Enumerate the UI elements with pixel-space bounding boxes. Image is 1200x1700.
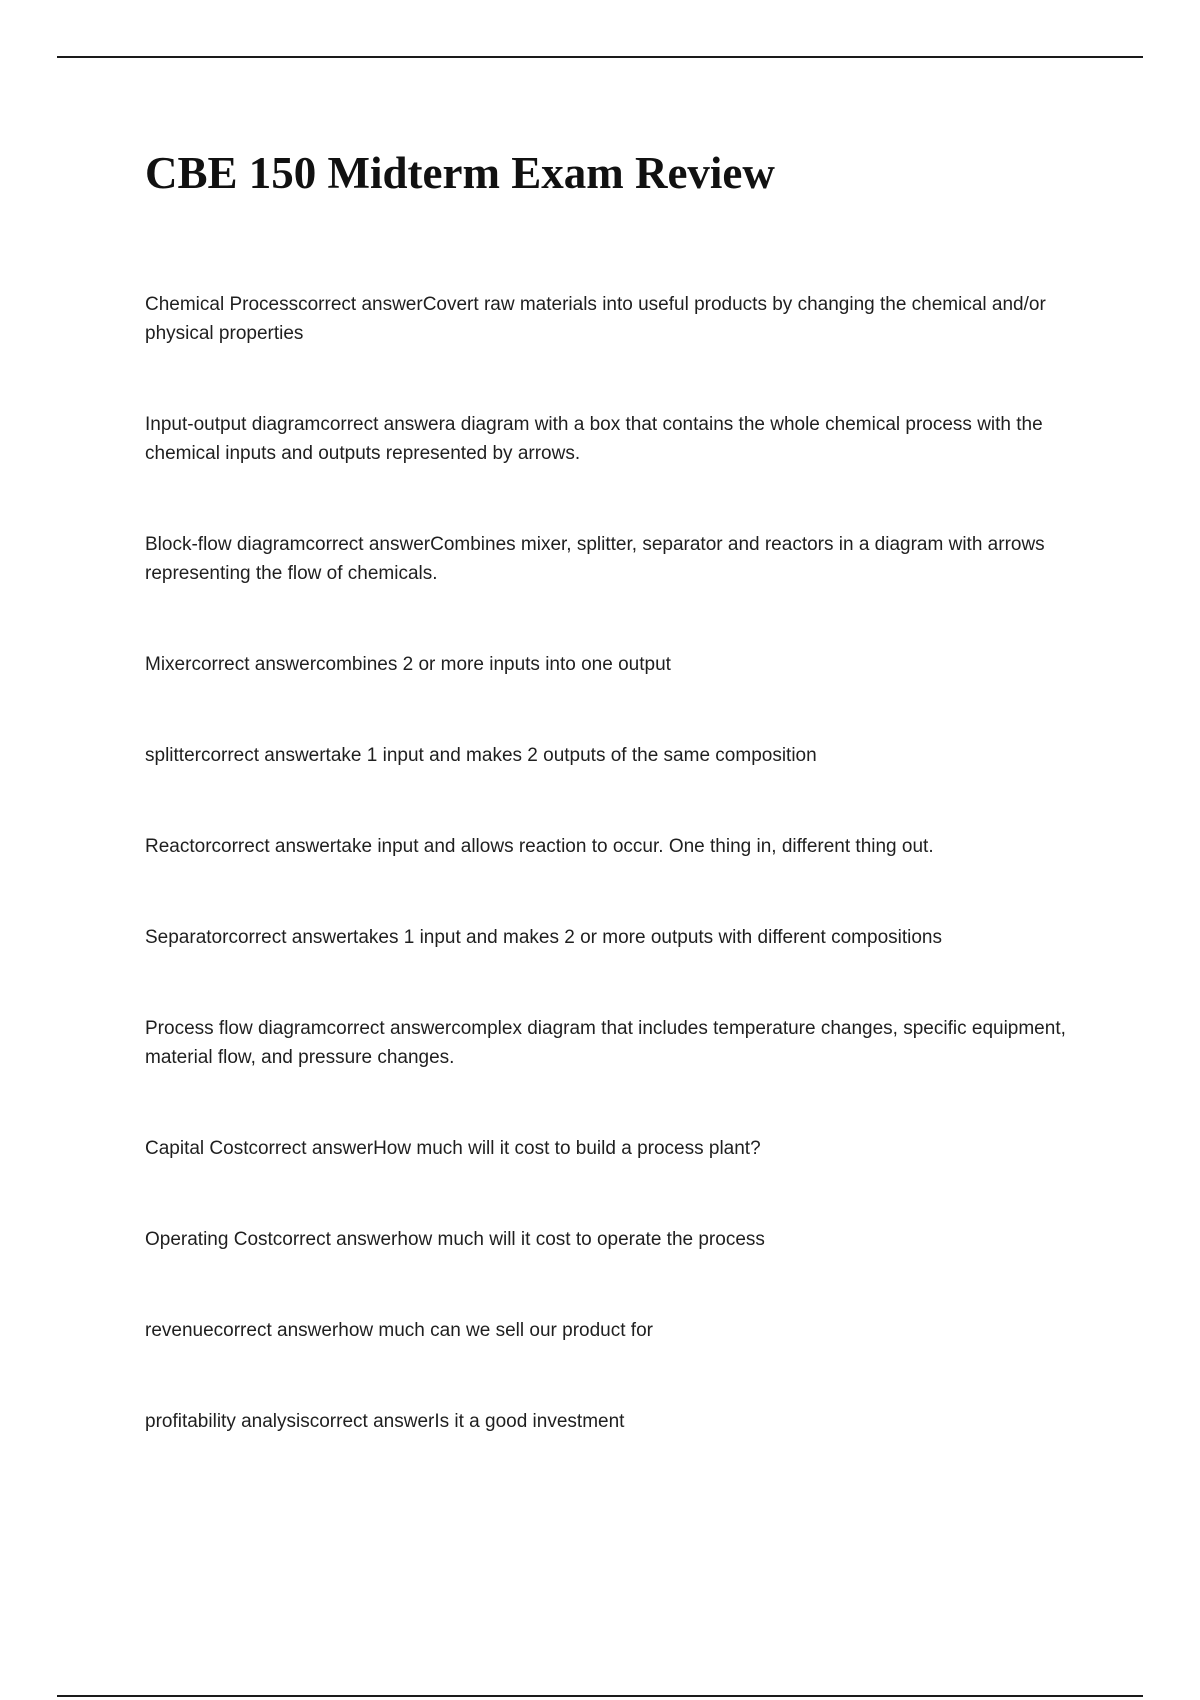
qa-entry: Process flow diagramcorrect answercomplex diagram that includes temperature changes, specific equipment, material flow, and pressure changes. — [145, 1018, 1066, 1068]
qa-entry: revenuecorrect answerhow much can we sell our product for — [145, 1320, 653, 1341]
qa-entry: Chemical Processcorrect answerCovert raw materials into useful products by changing the chemical and/or physical properties — [145, 294, 1046, 344]
qa-entry: profitability analysiscorrect answerIs it a good investment — [145, 1411, 625, 1432]
qa-entry: Operating Costcorrect answerhow much will it cost to operate the process — [145, 1229, 765, 1250]
qa-entry: Mixercorrect answercombines 2 or more inputs into one output — [145, 654, 671, 675]
qa-entry: Input-output diagramcorrect answera diagram with a box that contains the whole chemical process with the chemical inputs and outputs represented by arrows. — [145, 414, 1043, 464]
header-rule — [57, 56, 1143, 58]
qa-entry: Reactorcorrect answertake input and allows reaction to occur. One thing in, different thing out. — [145, 836, 934, 857]
qa-entry: Capital Costcorrect answerHow much will it cost to build a process plant? — [145, 1138, 761, 1159]
document-title: CBE 150 Midterm Exam Review — [145, 148, 775, 198]
qa-list — [145, 290, 1085, 1498]
qa-entry: Separatorcorrect answertakes 1 input and makes 2 or more outputs with different compositions — [145, 927, 942, 948]
footer-rule — [57, 1695, 1143, 1697]
qa-entry: splittercorrect answertake 1 input and makes 2 outputs of the same composition — [145, 745, 817, 766]
qa-entry: Block-flow diagramcorrect answerCombines mixer, splitter, separator and reactors in a diagram with arrows representing the flow of chemicals. — [145, 534, 1045, 584]
